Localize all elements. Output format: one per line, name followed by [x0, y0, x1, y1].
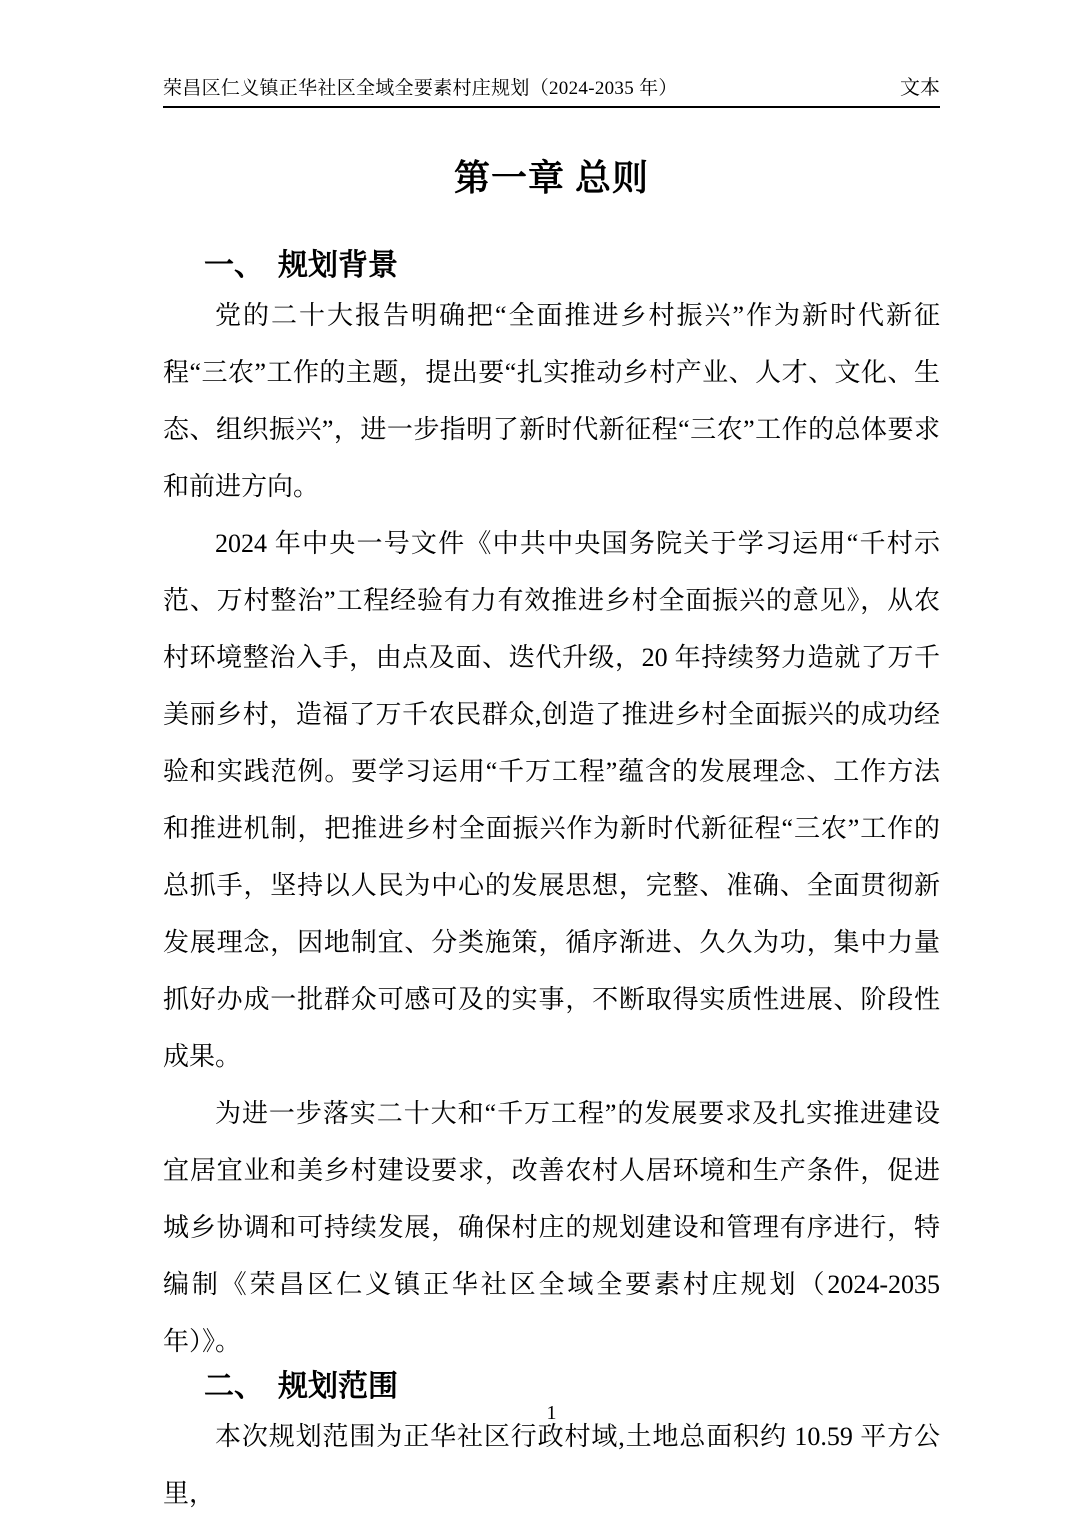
document-body: [163, 157, 940, 1520]
section-label: 规划范围: [278, 1370, 398, 1403]
section-number: 一、: [204, 249, 264, 282]
section-label: 规划背景: [278, 249, 398, 282]
section-planning-background: [163, 249, 940, 1370]
section-heading-1: [204, 249, 940, 282]
section-heading-2: [204, 1370, 940, 1403]
page-header: [163, 77, 940, 108]
paragraph: 本次规划范围为正华社区行政村域,土地总面积约 10.59 平方公里，: [163, 1422, 940, 1508]
paragraph: 2024 年中央一号文件《中共中央国务院关于学习运用“千村示范、万村整治”工程经验有力有效推进乡村全面振兴的意见》，从农村环境整治入手，由点及面、迭代升级，20 年持续努力造就了万千美丽乡村，造福了万千农民群众,创造了推进乡村全面振兴的成功经验和实践范例。要学习运用“千万工程”蕴含的发展理念、工作方法和推进机制，把推进乡村全面振兴作为新时代新征程“三农”工作的总抓手，坚持以人民为中心的发展思想，完整、准确、全面贯彻新发展理念，因地制宜、分类施策，循序渐进、久久为功，集中力量抓好办成一批群众可感可及的实事，不断取得实质性进展、阶段性成果。: [163, 529, 940, 1071]
section-planning-scope: [163, 1370, 940, 1520]
paragraph: 党的二十大报告明确把“全面推进乡村振兴”作为新时代新征程“三农”工作的主题，提出要“扎实推动乡村产业、人才、文化、生态、组织振兴”，进一步指明了新时代新征程“三农”工作的总体要求和前进方向。: [163, 301, 940, 501]
paragraph: 为进一步落实二十大和“千万工程”的发展要求及扎实推进建设宜居宜业和美乡村建设要求，改善农村人居环境和生产条件，促进城乡协调和可持续发展，确保村庄的规划建设和管理有序进行，特编制《荣昌区仁义镇正华社区全域全要素村庄规划（2024-2035 年）》。: [163, 1099, 940, 1356]
page-number: 1: [546, 1402, 557, 1424]
header-document-title: 荣昌区仁义镇正华社区全域全要素村庄规划（2024-2035 年）: [163, 78, 678, 99]
page-footer: [163, 1401, 940, 1425]
chapter-title: 第一章 总则: [453, 158, 649, 198]
section-number: 二、: [204, 1370, 264, 1403]
header-doc-type-label: 文本: [900, 77, 940, 99]
